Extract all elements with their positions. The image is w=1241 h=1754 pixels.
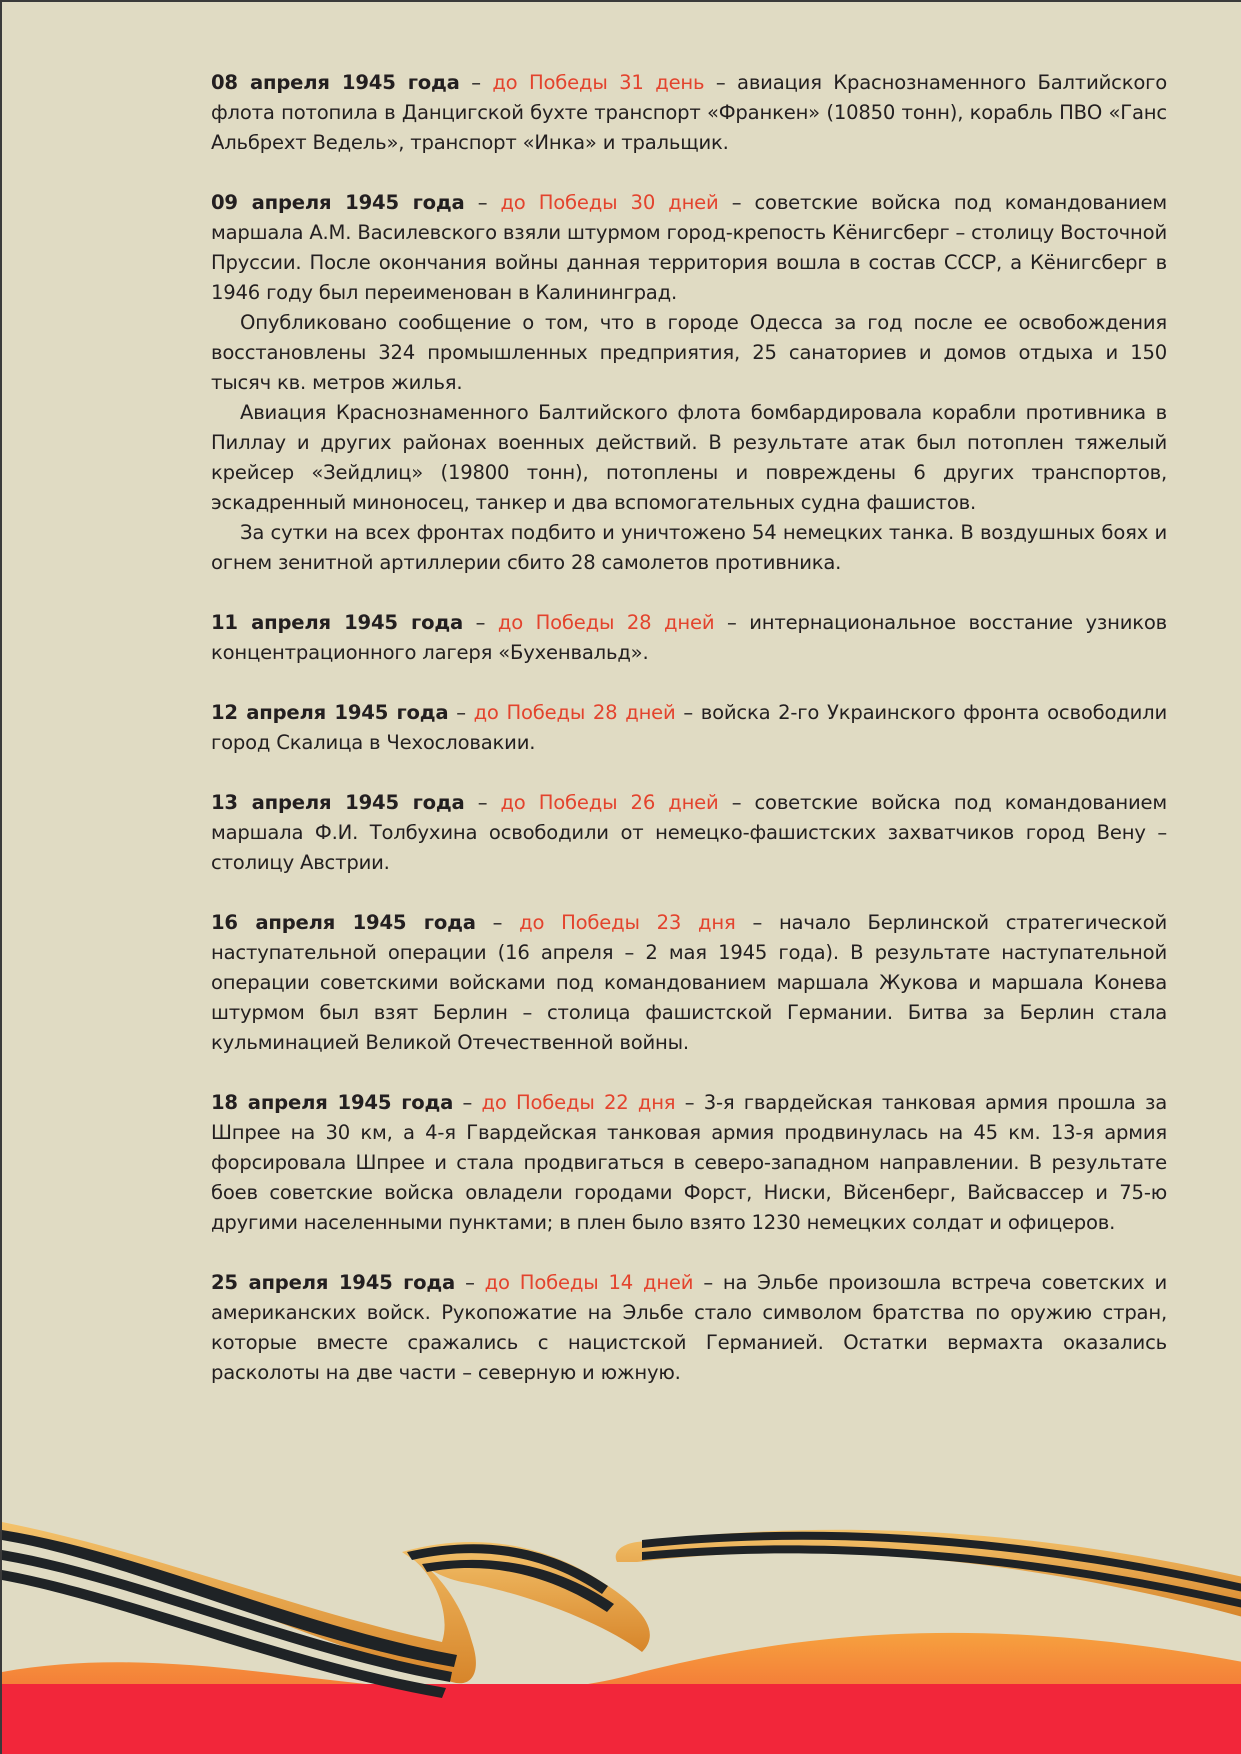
- chronology-entry: [211, 188, 1167, 578]
- victory-countdown: до Победы 28 дней: [497, 611, 715, 634]
- victory-countdown: до Победы 26 дней: [500, 791, 719, 814]
- victory-countdown: до Победы 22 дня: [481, 1091, 676, 1114]
- entry-date: 13 апреля 1945 года: [211, 791, 465, 814]
- entry-lead-paragraph: 18 апреля 1945 года – до Победы 22 дня – 3-я гвардейская танковая армия прошла за Шпрее на 30 км, а 4-я Гвардейская танковая армия продвинулась на 45 км. 13-я армия форсировала Шпрее и стала продвигаться в северо-западном направлении. В результате боев советские войска овладели городами Форст, Ниски, Вйсенберг, Вайсвассер и 75-ю другими населенными пунктами; в плен было взято 1230 немецких солдат и офицеров.: [211, 1091, 1168, 1234]
- entry-date: 09 апреля 1945 года: [211, 191, 465, 214]
- chronology-entry: [211, 1088, 1167, 1238]
- chronology-entry: [211, 68, 1167, 158]
- entry-extra-paragraph: Авиация Краснознаменного Балтийского флота бомбардировала корабли противника в Пиллау и других районах военных действий. В результате атак был потоплен тяжелый крейсер «Зейдлиц» (19800 тонн), потоплены и повреждены 6 других транспортов, эскадренный миноносец, танкер и два вспомогательных судна фашистов.: [211, 401, 1167, 514]
- victory-countdown: до Победы 28 дней: [473, 701, 676, 724]
- victory-countdown: до Победы 23 дня: [519, 911, 736, 934]
- entry-lead-paragraph: 12 апреля 1945 года – до Победы 28 дней – войска 2-го Украинского фронта освободили город Скалица в Чехословакии.: [211, 701, 1168, 754]
- entry-lead-paragraph: 11 апреля 1945 года – до Победы 28 дней – интернациональное восстание узников концентрационного лагеря «Бухенвальд».: [211, 611, 1167, 664]
- entry-date: 08 апреля 1945 года: [211, 71, 460, 94]
- ribbon-middle: [402, 1542, 650, 1652]
- chronology-entry: [211, 608, 1167, 668]
- entry-date: 25 апреля 1945 года: [211, 1271, 456, 1294]
- st-george-ribbon-decoration: [2, 1522, 1241, 1754]
- victory-countdown: до Победы 31 день: [492, 71, 705, 94]
- entry-extra-paragraph: Опубликовано сообщение о том, что в городе Одесса за год после ее освобождения восстановлены 324 промышленных предприятия, 25 санаториев и домов отдыха и 150 тысяч кв. метров жилья.: [211, 311, 1167, 394]
- entry-date: 12 апреля 1945 года: [211, 701, 449, 724]
- entry-lead-paragraph: 25 апреля 1945 года – до Победы 14 дней – на Эльбе произошла встреча советских и американских войск. Рукопожатие на Эльбе стало символом братства по оружию стран, которые вместе сражались с нацистской Германией. Остатки вермахта оказались расколоты на две части – северную и южную.: [211, 1271, 1168, 1384]
- entry-text: на Эльбе произошла встреча советских и американских войск. Рукопожатие на Эльбе стало символом братства по оружию стран, которые вместе сражались с нацистской Германией. Остатки вермахта оказались расколоты на две части – северную и южную.: [211, 1271, 1168, 1384]
- chronology-text: [211, 68, 1167, 1418]
- entry-date: 16 апреля 1945 года: [211, 911, 476, 934]
- chronology-entry: [211, 908, 1167, 1058]
- chronology-entry: [211, 1268, 1167, 1388]
- entry-text: интернациональное восстание узников концентрационного лагеря «Бухенвальд».: [211, 611, 1167, 664]
- entry-lead-paragraph: 13 апреля 1945 года – до Победы 26 дней – советские войска под командованием маршала Ф.И. Толбухина освободили от немецко-фашистских захватчиков город Вену – столицу Австрии.: [211, 791, 1167, 874]
- entry-text: советские войска под командованием маршала Ф.И. Толбухина освободили от немецко-фашистских захватчиков город Вену – столицу Австрии.: [211, 791, 1167, 874]
- entry-date: 11 апреля 1945 года: [211, 611, 463, 634]
- ribbon-right: [616, 1530, 1241, 1617]
- chronology-entry: [211, 788, 1167, 878]
- entry-lead-paragraph: 09 апреля 1945 года – до Победы 30 дней – советские войска под командованием маршала А.М. Василевского взяли штурмом город-крепость Кёнигсберг – столицу Восточной Пруссии. После окончания войны данная территория вошла в состав СССР, а Кёнигсберг в 1946 году был переименован в Калининград.: [211, 191, 1167, 304]
- entry-text: начало Берлинской стратегической наступательной операции (16 апреля – 2 мая 1945 года). В результате наступательной операции советскими войсками под командованием маршала Жукова и маршала Конева штурмом был взят Берлин – столица фашистской Германии. Битва за Берлин стала кульминацией Великой Отечественной войны.: [211, 911, 1168, 1054]
- victory-countdown: до Победы 30 дней: [500, 191, 719, 214]
- chronology-entry: [211, 698, 1167, 758]
- entry-date: 18 апреля 1945 года: [211, 1091, 454, 1114]
- entry-lead-paragraph: 16 апреля 1945 года – до Победы 23 дня – начало Берлинской стратегической наступательной операции (16 апреля – 2 мая 1945 года). В результате наступательной операции советскими войсками под командованием маршала Жукова и маршала Конева штурмом был взят Берлин – столица фашистской Германии. Битва за Берлин стала кульминацией Великой Отечественной войны.: [211, 911, 1168, 1054]
- entry-lead-paragraph: 08 апреля 1945 года – до Победы 31 день – авиация Краснознаменного Балтийского флота потопила в Данцигской бухте транспорт «Франкен» (10850 тонн), корабль ПВО «Ганс Альбрехт Ведель», транспорт «Инка» и тральщик.: [211, 71, 1168, 154]
- victory-countdown: до Победы 14 дней: [484, 1271, 694, 1294]
- entry-text: советские войска под командованием маршала А.М. Василевского взяли штурмом город-крепость Кёнигсберг – столицу Восточной Пруссии. После окончания войны данная территория вошла в состав СССР, а Кёнигсберг в 1946 году был переименован в Калининград.: [211, 191, 1167, 304]
- entry-text: войска 2-го Украинского фронта освободили город Скалица в Чехословакии.: [211, 701, 1168, 754]
- entry-text: 3-я гвардейская танковая армия прошла за Шпрее на 30 км, а 4-я Гвардейская танковая армия продвинулась на 45 км. 13-я армия форсировала Шпрее и стала продвигаться в северо-западном направлении. В результате боев советские войска овладели городами Форст, Ниски, Вйсенберг, Вайсвассер и 75-ю другими населенными пунктами; в плен было взято 1230 немецких солдат и офицеров.: [211, 1091, 1168, 1234]
- red-band: [2, 1684, 1241, 1754]
- entry-text: авиация Краснознаменного Балтийского флота потопила в Данцигской бухте транспорт «Франкен» (10850 тонн), корабль ПВО «Ганс Альбрехт Ведель», транспорт «Инка» и тральщик.: [211, 71, 1168, 154]
- entry-extra-paragraph: За сутки на всех фронтах подбито и уничтожено 54 немецких танка. В воздушных боях и огнем зенитной артиллерии сбито 28 самолетов противника.: [211, 521, 1167, 574]
